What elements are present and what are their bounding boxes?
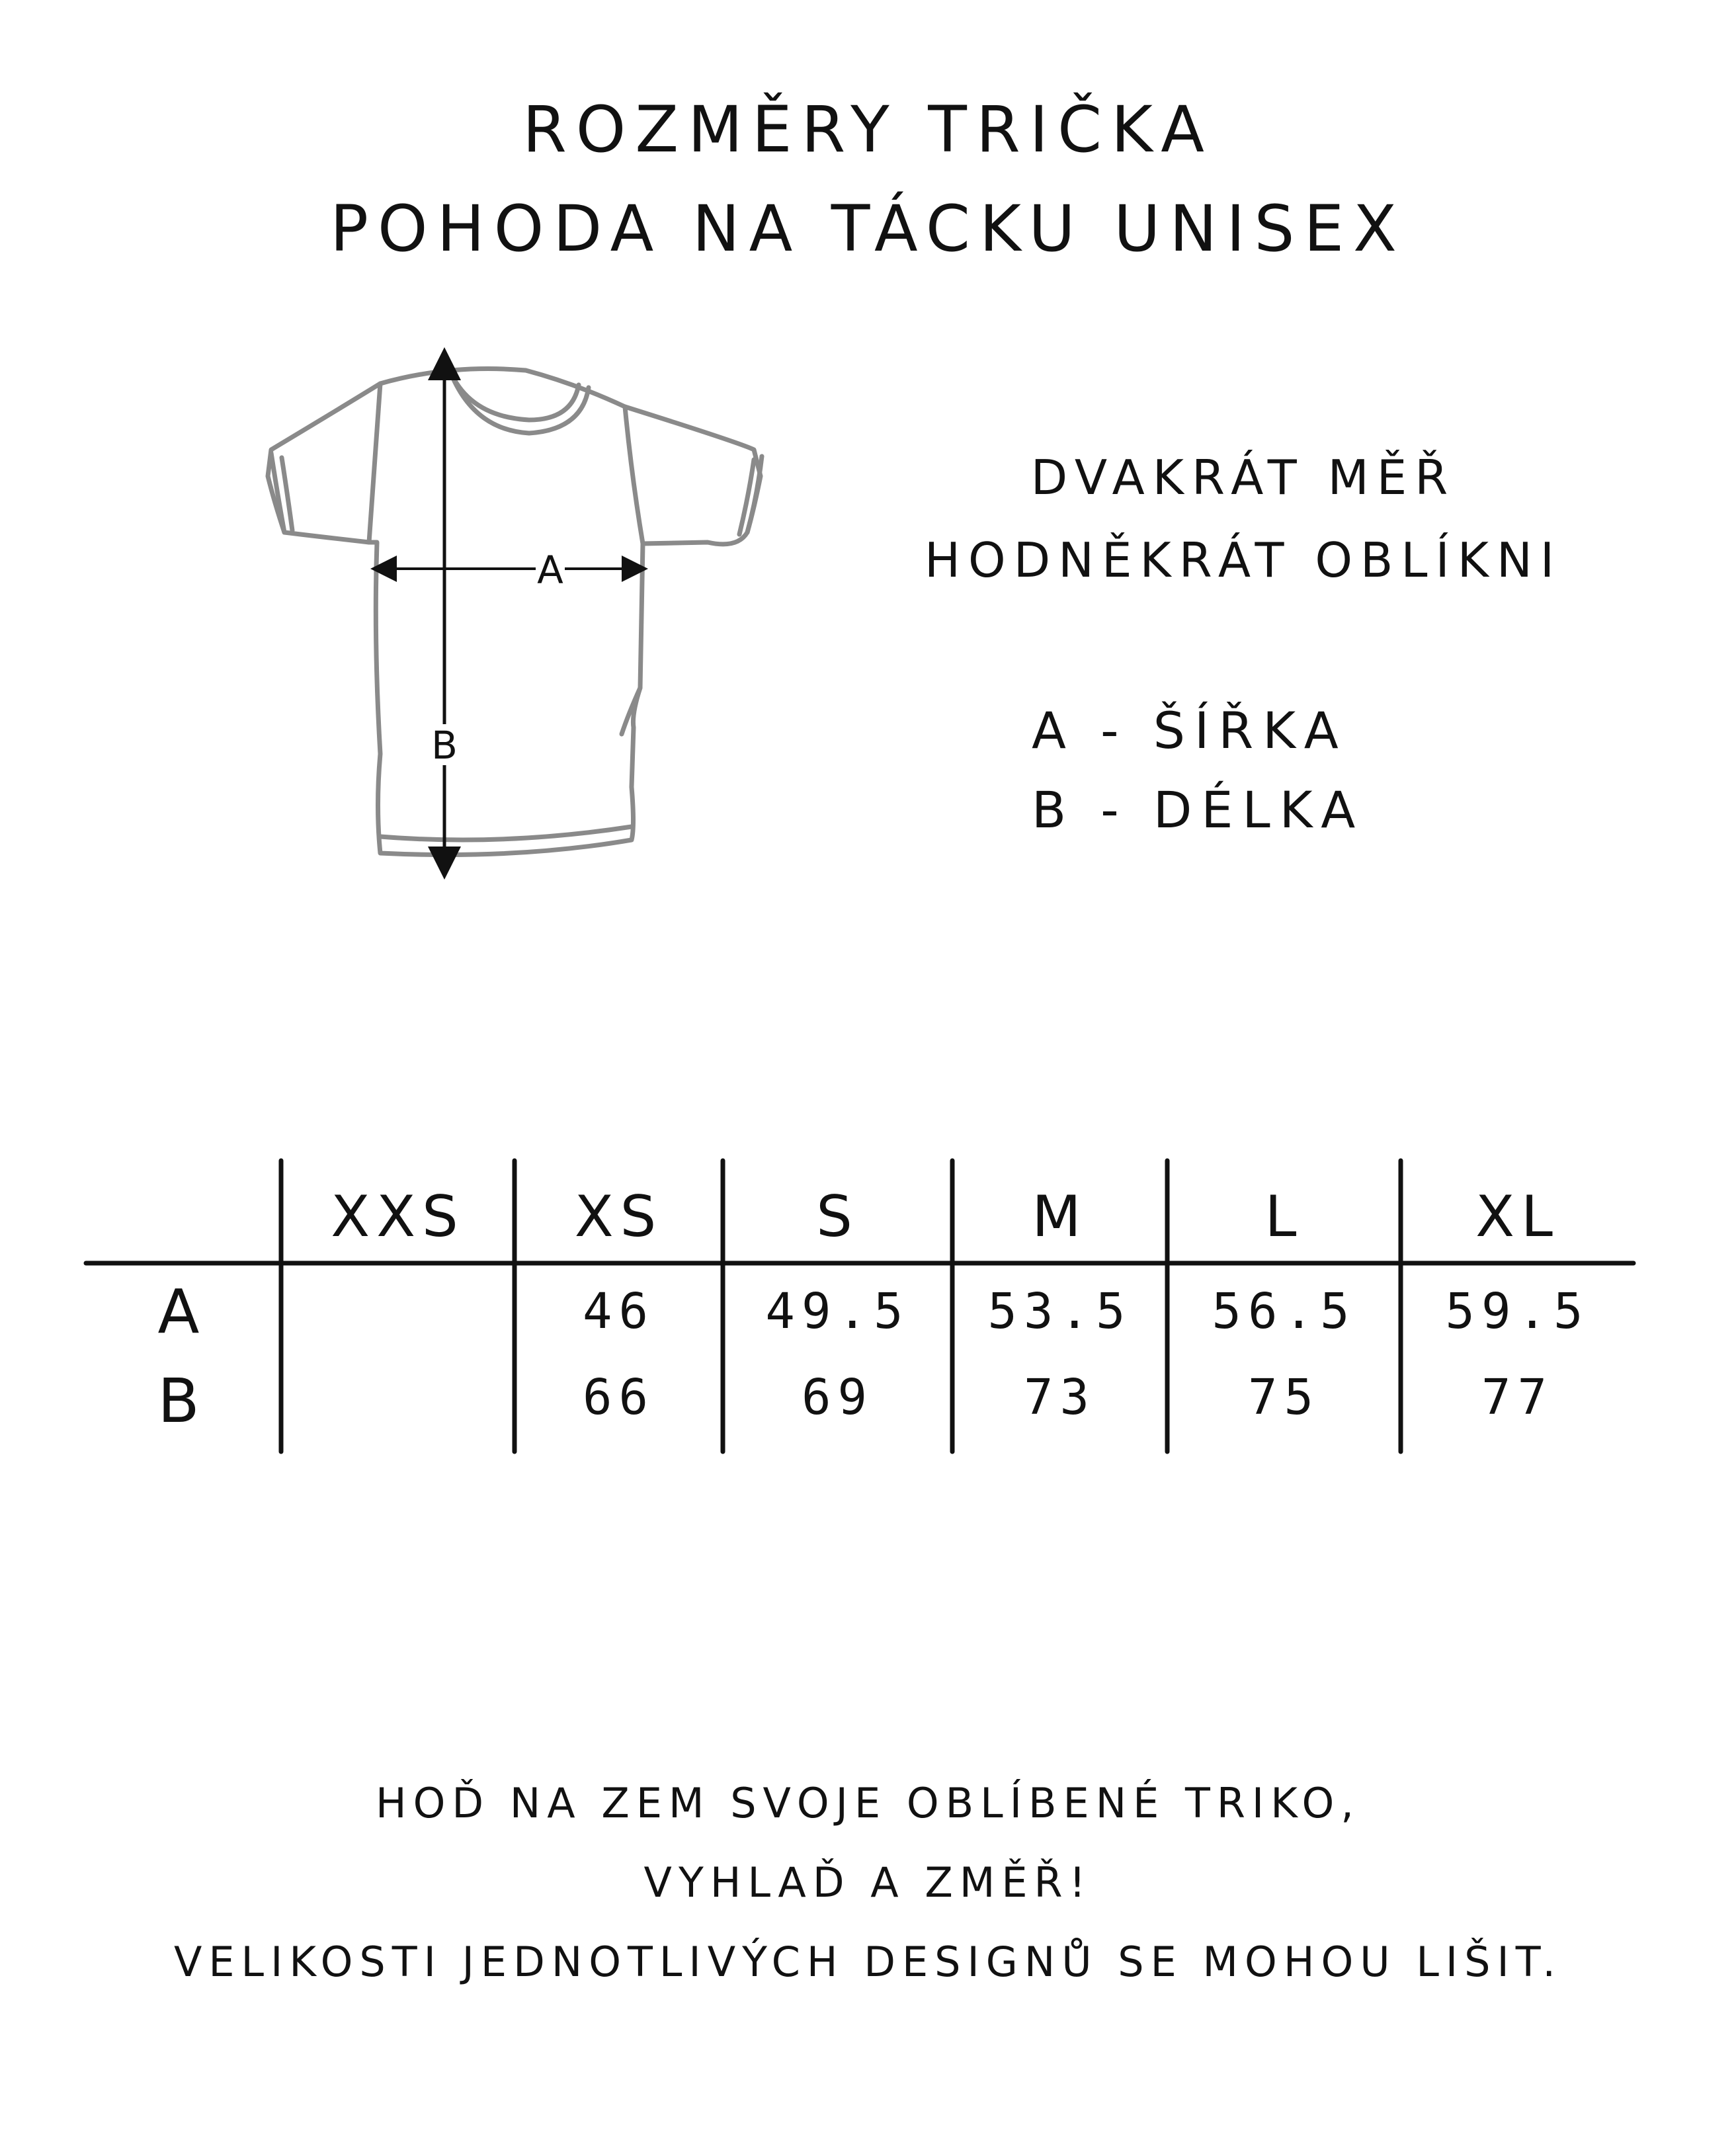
footer-line-2: VYHLAĎ A ZMĚŘ!: [643, 1858, 1093, 1907]
legend-length: B - DÉLKA: [1032, 780, 1365, 839]
footer-line-3: VELIKOSTI JEDNOTLIVÝCH DESIGNŮ SE MOHOU LIŠIT.: [173, 1938, 1563, 1986]
value-b-m: 73: [1023, 1369, 1096, 1426]
footer-line-1: HOĎ NA ZEM SVOJE OBLÍBENÉ TRIKO,: [375, 1779, 1360, 1827]
size-header-l: L: [1264, 1184, 1303, 1250]
size-header-xxs: XXS: [331, 1184, 465, 1250]
value-b-xl: 77: [1481, 1369, 1554, 1426]
motto-line-2: HODNĚKRÁT OBLÍKNI: [924, 532, 1563, 588]
width-arrow-label: A: [537, 548, 563, 593]
size-header-s: S: [816, 1184, 859, 1250]
length-arrow-label: B: [431, 723, 458, 768]
value-a-m: 53.5: [987, 1283, 1132, 1340]
value-a-s: 49.5: [765, 1283, 910, 1340]
value-a-l: 56.5: [1212, 1283, 1356, 1340]
value-b-s: 69: [801, 1369, 874, 1426]
legend-width: A - ŠÍŘKA: [1032, 701, 1348, 760]
tshirt-outline: [268, 369, 762, 855]
size-header-xl: XL: [1475, 1184, 1559, 1250]
value-a-xl: 59.5: [1445, 1283, 1590, 1340]
tshirt-diagram: [251, 344, 780, 926]
row-label-b: B: [157, 1366, 200, 1436]
value-b-xs: 66: [582, 1369, 655, 1426]
value-a-xs: 46: [582, 1283, 655, 1340]
size-header-xs: XS: [574, 1184, 663, 1250]
page-title-line-2: POHODA NA TÁCKU UNISEX: [330, 192, 1406, 266]
motto-line-1: DVAKRÁT MĚŘ: [1030, 450, 1456, 505]
page-title-line-1: ROZMĚRY TRIČKA: [522, 93, 1214, 167]
row-label-a: A: [157, 1276, 200, 1347]
value-b-l: 75: [1247, 1369, 1321, 1426]
size-header-m: M: [1032, 1184, 1088, 1250]
